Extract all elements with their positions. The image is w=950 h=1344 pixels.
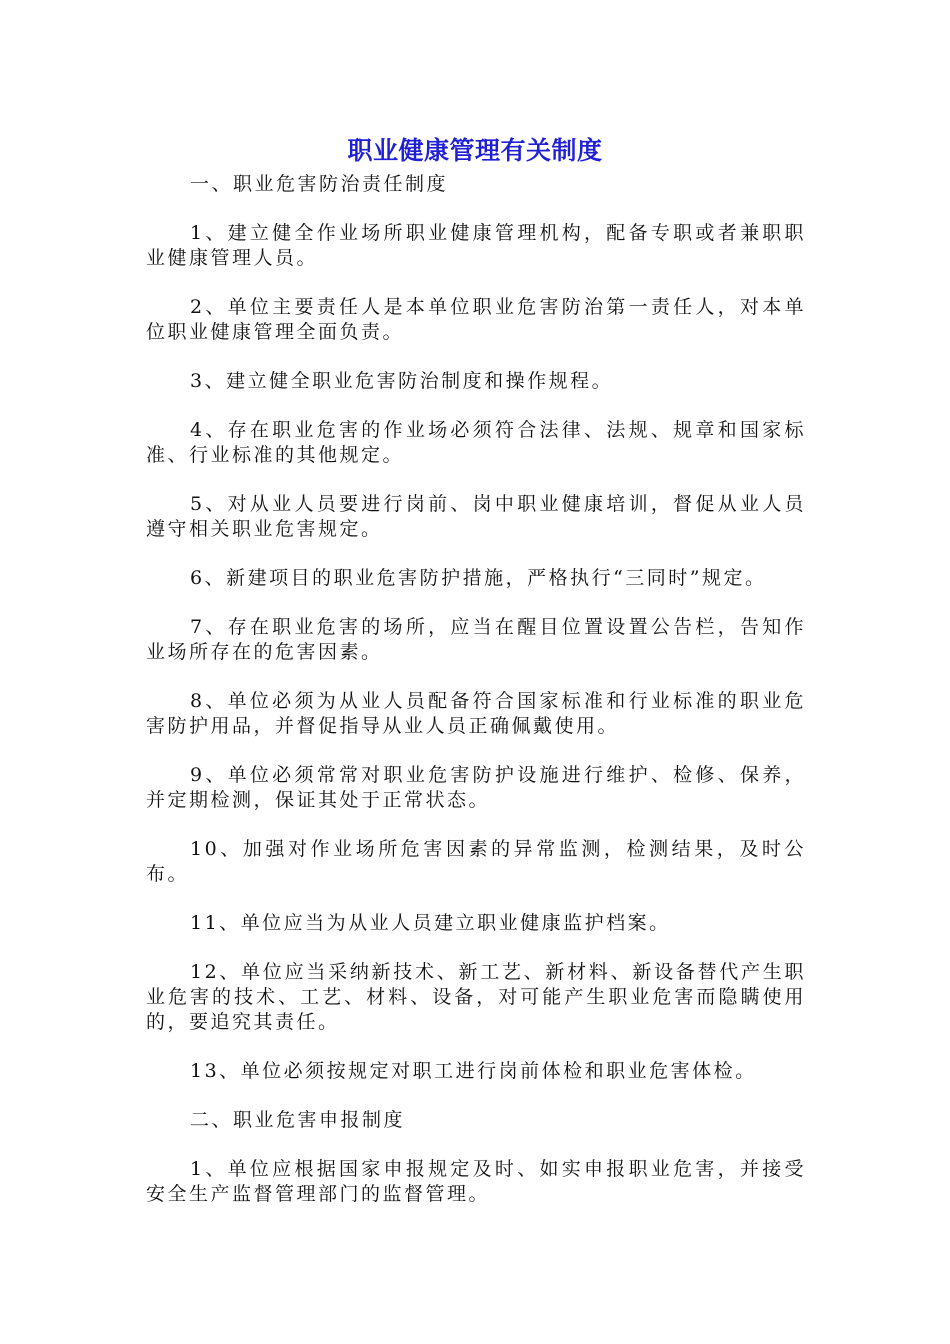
- paragraph-1-3: 3、建立健全职业危害防治制度和操作规程。: [190, 370, 614, 392]
- section-heading-1: 一、职业危害防治责任制度: [190, 173, 449, 195]
- paragraph-1-4: 4、存在职业危害的作业场必须符合法律、法规、规章和国家标准、行业标准的其他规定。: [146, 419, 806, 466]
- paragraph-1-7: 7、存在职业危害的场所，应当在醒目位置设置公告栏，告知作业场所存在的危害因素。: [146, 616, 806, 663]
- paragraph-1-13: 13、单位必须按规定对职工进行岗前体检和职业危害体检。: [190, 1060, 757, 1082]
- paragraph-1-12: 12、单位应当采纳新技术、新工艺、新材料、新设备替代产生职业危害的技术、工艺、材料、设备，对可能产生职业危害而隐瞒使用的，要追究其责任。: [146, 961, 806, 1033]
- paragraph-1-8: 8、单位必须为从业人员配备符合国家标准和行业标准的职业危害防护用品，并督促指导从业人员正确佩戴使用。: [146, 690, 806, 737]
- paragraph-1-5: 5、对从业人员要进行岗前、岗中职业健康培训，督促从业人员遵守相关职业危害规定。: [146, 493, 806, 540]
- document-title: 职业健康管理有关制度: [347, 136, 603, 165]
- paragraph-1-2: 2、单位主要责任人是本单位职业危害防治第一责任人，对本单位职业健康管理全面负责。: [146, 296, 806, 343]
- section-heading-2: 二、职业危害申报制度: [190, 1109, 406, 1131]
- paragraph-1-10: 10、加强对作业场所危害因素的异常监测，检测结果，及时公布。: [146, 838, 806, 885]
- paragraph-1-9: 9、单位必须常常对职业危害防护设施进行维护、检修、保养，并定期检测，保证其处于正常状态。: [146, 764, 806, 811]
- paragraph-1-6: 6、新建项目的职业危害防护措施，严格执行“三同时”规定。: [190, 567, 767, 589]
- paragraph-1-1: 1、建立健全作业场所职业健康管理机构，配备专职或者兼职职业健康管理人员。: [146, 222, 806, 269]
- paragraph-2-1: 1、单位应根据国家申报规定及时、如实申报职业危害，并接受安全生产监督管理部门的监督管理。: [146, 1158, 806, 1205]
- document-body: [146, 172, 806, 1231]
- paragraph-1-11: 11、单位应当为从业人员建立职业健康监护档案。: [190, 912, 671, 934]
